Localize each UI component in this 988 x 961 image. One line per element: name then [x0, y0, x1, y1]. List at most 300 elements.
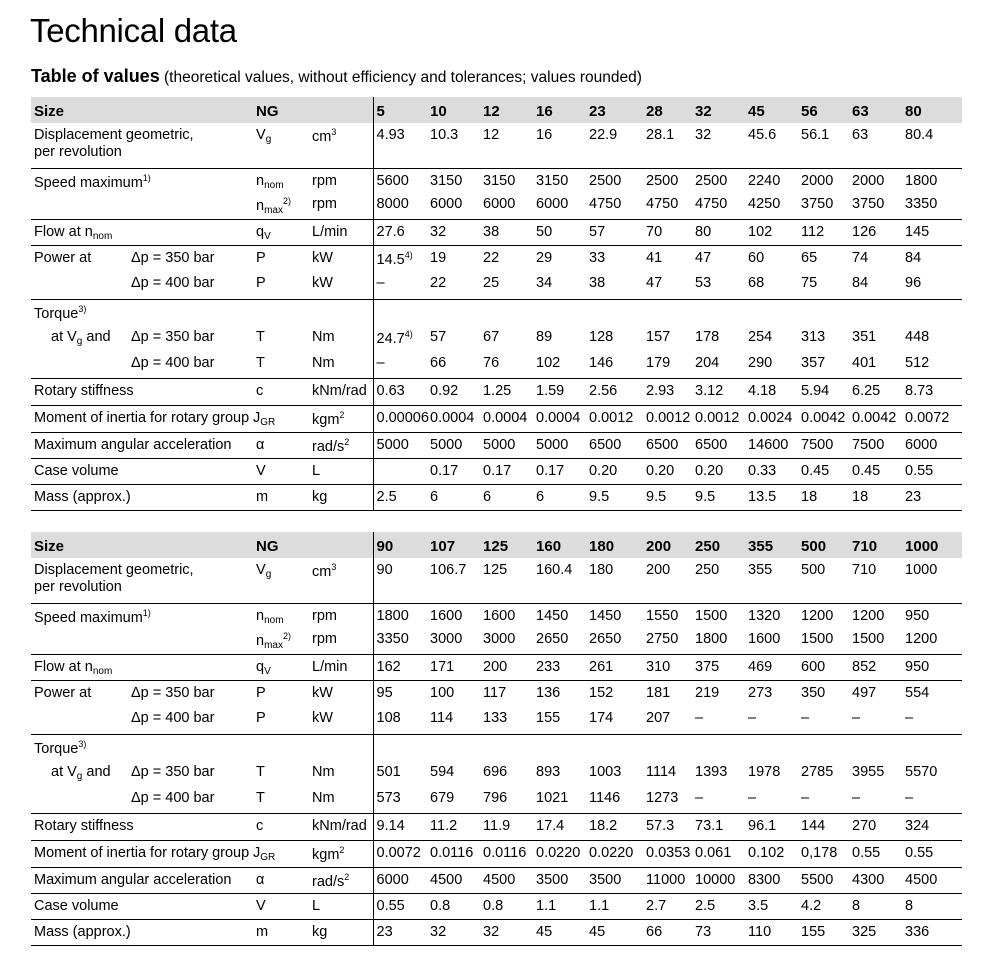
- power-400-row-value: 38: [589, 275, 606, 291]
- speed-nominal-row-value: 3150: [483, 172, 516, 189]
- torque-350-row-value: 5570: [905, 764, 938, 780]
- mass-row-cell: [533, 484, 586, 510]
- symbol-nmax-sub: max: [264, 640, 283, 651]
- power-400-row-cell: [480, 271, 533, 299]
- acceleration-row-cell: [692, 432, 745, 458]
- unit-cm: cm: [312, 564, 332, 580]
- param-symbol: [253, 168, 309, 192]
- stiffness-row-value: 11.9: [483, 817, 511, 834]
- torque-350-row-value: 24.7: [376, 331, 405, 347]
- mass-row-cell: [427, 919, 480, 945]
- displacement-row-value: 125: [483, 562, 508, 578]
- inertia-label: Moment of inertia for rotary group: [34, 409, 250, 426]
- torque-400-row-value: 512: [905, 355, 930, 371]
- mass-row-value: 13.5: [748, 488, 777, 505]
- symbol-m: m: [256, 923, 269, 940]
- case-volume-row-value: 0.55: [905, 462, 934, 479]
- power-350-row-cell: [745, 680, 798, 706]
- power-400-row-value: 68: [748, 275, 765, 291]
- torque-350-row-value: 3955: [852, 764, 885, 780]
- flow-row: [31, 654, 962, 680]
- flow-row-value: 950: [905, 658, 930, 675]
- unit-cm-sup: 3: [331, 562, 337, 572]
- param-label: [31, 867, 253, 893]
- mass-row-cell: [798, 484, 849, 510]
- param-condition: [128, 706, 253, 734]
- acceleration-row-cell: [849, 432, 902, 458]
- flow-row-value: 469: [748, 658, 773, 675]
- displacement-row-value: 32: [695, 127, 712, 143]
- torque-400-row-value: 679: [430, 790, 455, 806]
- power-350-row-value: 100: [430, 684, 455, 701]
- acceleration-row-value: 5000: [536, 436, 569, 453]
- speed-max-row-value: 1500: [801, 631, 834, 647]
- speed-max-row-cell: [643, 192, 692, 219]
- speed-nominal-row-cell: [798, 168, 849, 192]
- speed-nominal-row-value: 1450: [536, 607, 569, 624]
- empty-cell: [798, 299, 849, 325]
- size-number: 125: [483, 537, 509, 555]
- acceleration-row-value: 11000: [646, 871, 686, 888]
- acceleration-row-value: 4500: [430, 871, 463, 888]
- mass-row-value: 6: [536, 488, 545, 505]
- power-350-row-value: 65: [801, 249, 818, 266]
- speed-nominal-row-value: 2000: [852, 172, 885, 189]
- acceleration-row-cell: [373, 432, 427, 458]
- mass-row-cell: [902, 919, 962, 945]
- power-400-row-value: 155: [536, 710, 561, 726]
- power-350-row-cell: [798, 245, 849, 271]
- size-label-text: Size: [34, 537, 65, 555]
- stiffness-row-value: 73.1: [695, 817, 724, 834]
- torque-350-row-cell: [643, 760, 692, 786]
- case-volume-row-cell: [427, 458, 480, 484]
- flow-row-cell: [586, 654, 643, 680]
- torque-350-row-cell: [745, 325, 798, 351]
- symbol-q-sub: V: [264, 230, 271, 242]
- speed-nominal-row-value: 1550: [646, 607, 679, 624]
- size-number: 63: [852, 102, 869, 120]
- flow-label-sub: nom: [92, 230, 113, 242]
- param-symbol: [253, 245, 309, 271]
- speed-max-row-cell: [798, 627, 849, 654]
- speed-max-row-cell: [902, 192, 962, 219]
- power-350-row-cell: [586, 245, 643, 271]
- speed-nominal-row-cell: [745, 603, 798, 627]
- inertia-row-cell: [643, 840, 692, 867]
- power-350-row-value: 29: [536, 249, 553, 266]
- inertia-row-value: 0.0353: [646, 844, 691, 861]
- speed-max-row-cell: [692, 627, 745, 654]
- torque-400-row-value: 573: [376, 790, 401, 806]
- power-400-row-value: 207: [646, 710, 671, 726]
- acceleration-row-value: 3500: [589, 871, 622, 888]
- speed-max-row-value: 3350: [376, 631, 409, 647]
- torque-350-row-value: 313: [801, 329, 826, 345]
- param-unit: [309, 760, 373, 786]
- torque-400-row-cell: [586, 786, 643, 813]
- power-350-row-value: 273: [748, 684, 773, 701]
- empty-cell: [849, 299, 902, 325]
- flow-row-value: 162: [376, 658, 401, 675]
- stiffness-label: Rotary stiffness: [34, 382, 134, 399]
- mass-row-value: 325: [852, 923, 877, 940]
- torque-350-row-value: 448: [905, 329, 930, 345]
- flow-row-cell: [902, 219, 962, 245]
- flow-row-value: 80: [695, 223, 712, 240]
- power-400-row-value: 133: [483, 710, 508, 726]
- case-volume-label: Case volume: [34, 897, 119, 914]
- speed-nominal-row-value: 3150: [536, 172, 569, 189]
- power-350-row-cell: [427, 680, 480, 706]
- param-label: [31, 484, 253, 510]
- empty-cell: [692, 299, 745, 325]
- flow-row-value: 70: [646, 223, 663, 240]
- displacement-row-value: 250: [695, 562, 720, 578]
- param-unit: [309, 378, 373, 405]
- speed-max-row-value: 1500: [852, 631, 885, 647]
- flow-row-cell: [533, 654, 586, 680]
- size-value: [480, 97, 533, 123]
- speed-nominal-row-cell: [533, 168, 586, 192]
- power-400-row-cell: [745, 706, 798, 734]
- param-symbol: [253, 405, 309, 432]
- power-350-row-value: 47: [695, 249, 712, 266]
- stiffness-row-cell: [643, 813, 692, 840]
- symbol-n: n: [256, 633, 265, 649]
- empty-cell: [533, 299, 586, 325]
- ng-label-text: NG: [256, 102, 279, 120]
- speed-max-row-value: 2750: [646, 631, 679, 647]
- torque-350-row: [31, 760, 962, 786]
- empty-cell: [586, 299, 643, 325]
- symbol-v: V: [256, 462, 266, 479]
- speed-max-row-cell: [586, 192, 643, 219]
- param-symbol: [253, 867, 309, 893]
- inertia-row-cell: [533, 405, 586, 432]
- inertia-row-value: 0.55: [852, 844, 881, 861]
- symbol-p: P: [256, 249, 266, 266]
- at-vg-sub: g: [76, 336, 83, 347]
- inertia-row-cell: [373, 840, 427, 867]
- case-volume-row-value: 1.1: [536, 897, 557, 914]
- size-number: 32: [695, 102, 712, 120]
- acceleration-row-cell: [643, 867, 692, 893]
- power-350-row: [31, 245, 962, 271]
- power-400-row-cell: [902, 706, 962, 734]
- flow-row-cell: [692, 219, 745, 245]
- power-350-row-value: 350: [801, 684, 826, 701]
- param-symbol: [253, 351, 309, 378]
- case-volume-row-cell: [692, 893, 745, 919]
- case-volume-row-cell: [902, 458, 962, 484]
- param-unit: [309, 786, 373, 813]
- displacement-row-cell: [586, 558, 643, 603]
- inertia-row-value: 0.0012: [646, 409, 691, 426]
- size-number: 200: [646, 537, 672, 555]
- size-number: 180: [589, 537, 615, 555]
- mass-label: Mass (approx.): [34, 488, 131, 505]
- symbol-j: J: [253, 409, 261, 426]
- param-unit: [309, 192, 373, 219]
- torque-400-row-value: 204: [695, 355, 720, 371]
- displacement-row-value: 90: [376, 562, 393, 578]
- flow-row-cell: [849, 219, 902, 245]
- displacement-row-cell: [533, 558, 586, 603]
- speed-nominal-row-cell: [798, 603, 849, 627]
- power-400-row-value: –: [905, 710, 914, 726]
- torque-400-row-cell: [692, 786, 745, 813]
- torque-400-row-cell: [480, 351, 533, 378]
- torque-350-row-cell: [798, 325, 849, 351]
- case-volume-row-value: 0.20: [646, 462, 675, 479]
- case-volume-row-value: 4.2: [801, 897, 822, 914]
- flow-row-value: 171: [430, 658, 455, 675]
- param-unit: [309, 168, 373, 192]
- size-number: 45: [748, 102, 765, 120]
- param-symbol: [253, 378, 309, 405]
- power-350-row-cell: [533, 680, 586, 706]
- speed-nominal-row-value: 2500: [646, 172, 679, 189]
- unit-rpm: rpm: [312, 631, 337, 647]
- displacement-row-cell: [533, 123, 586, 168]
- param-label: [31, 813, 253, 840]
- torque-400-row-value: 1146: [589, 790, 621, 806]
- param-condition: [128, 680, 253, 706]
- case-volume-row-value: 0.45: [801, 462, 830, 479]
- acceleration-row-cell: [480, 432, 533, 458]
- symbol-n-sub: nom: [264, 179, 284, 191]
- speed-nominal-row-cell: [373, 603, 427, 627]
- mass-row-cell: [480, 484, 533, 510]
- power-350-row-value: 19: [430, 249, 447, 266]
- param-unit: [309, 603, 373, 627]
- speed-max-row-value: 4750: [695, 196, 728, 212]
- power-350-row-cell: [643, 245, 692, 271]
- dp-350-label: Δp = 350 bar: [131, 684, 215, 701]
- case-volume-row-value: 0.17: [536, 462, 565, 479]
- inertia-row-value: 0.0116: [483, 844, 527, 861]
- speed-max-row-cell: [902, 627, 962, 654]
- acceleration-row-value: 5000: [376, 436, 409, 453]
- dp-400-label: Δp = 400 bar: [131, 275, 215, 291]
- flow-row-value: 200: [483, 658, 508, 675]
- param-unit: [309, 123, 373, 168]
- param-label: [31, 840, 253, 867]
- size-number: 710: [852, 537, 878, 555]
- dp-400-label: Δp = 400 bar: [131, 790, 215, 806]
- stiffness-row-cell: [586, 378, 643, 405]
- power-350-row-cell: [480, 245, 533, 271]
- param-label: [31, 219, 253, 245]
- torque-400-row-cell: [902, 351, 962, 378]
- empty-cell: [745, 734, 798, 760]
- param-label: [31, 760, 128, 786]
- torque-350-row-cell: [533, 325, 586, 351]
- inertia-row-cell: [902, 405, 962, 432]
- param-symbol: [253, 432, 309, 458]
- page-title: Technical data: [30, 12, 237, 49]
- power-400-row-value: –: [852, 710, 861, 726]
- speed-max-row-value: 8000: [376, 196, 409, 212]
- size-value: [692, 532, 745, 558]
- displacement-row: [31, 558, 962, 603]
- stiffness-row-value: 324: [905, 817, 930, 834]
- acceleration-row-value: 7500: [852, 436, 885, 453]
- size-number: 160: [536, 537, 562, 555]
- acceleration-row: [31, 867, 962, 893]
- param-symbol: [253, 123, 309, 168]
- unit-kw: kW: [312, 710, 333, 726]
- footnote-1: 1): [142, 172, 151, 183]
- flow-row-value: 102: [748, 223, 773, 240]
- inertia-row-cell: [480, 840, 533, 867]
- footnote-4: 4): [404, 249, 413, 260]
- mass-row-cell: [586, 919, 643, 945]
- power-350-row-cell: [849, 245, 902, 271]
- inertia-row-value: 0.0012: [695, 409, 740, 426]
- size-value: [849, 97, 902, 123]
- empty-cell: [643, 299, 692, 325]
- mass-row-value: 9.5: [646, 488, 667, 505]
- torque-350-row-cell: [373, 325, 427, 351]
- torque-350-row-cell: [427, 760, 480, 786]
- torque-350-row-value: 1003: [589, 764, 622, 780]
- power-350-row-value: 22: [483, 249, 500, 266]
- speed-nominal-row-cell: [586, 168, 643, 192]
- displacement-row-value: 180: [589, 562, 614, 578]
- displacement-row-value: 500: [801, 562, 826, 578]
- inertia-row-value: 0.0004: [536, 409, 581, 426]
- symbol-n: n: [256, 607, 265, 624]
- flow-row-value: 32: [430, 223, 447, 240]
- flow-row-value: 233: [536, 658, 561, 675]
- displacement-row-value: 28.1: [646, 127, 675, 143]
- acceleration-row-value: 6500: [589, 436, 622, 453]
- empty-cell: [902, 299, 962, 325]
- inertia-row-cell: [643, 405, 692, 432]
- inertia-row-cell: [586, 405, 643, 432]
- size-number: 355: [748, 537, 774, 555]
- unit-kgm: kgm: [312, 411, 340, 428]
- power-350-row: [31, 680, 962, 706]
- case-volume-row-cell: [902, 893, 962, 919]
- torque-400-row-cell: [745, 786, 798, 813]
- speed-nominal-row-cell: [373, 168, 427, 192]
- stiffness-row-value: 96.1: [748, 817, 777, 834]
- param-unit: [309, 351, 373, 378]
- displacement-label: Displacement geometric,: [34, 127, 194, 143]
- param-label: [31, 192, 253, 219]
- size-value: [586, 532, 643, 558]
- power-350-row-value: 95: [376, 684, 393, 701]
- torque-400-row-cell: [692, 351, 745, 378]
- displacement-row-cell: [586, 123, 643, 168]
- torque-350-row: [31, 325, 962, 351]
- flow-row-cell: [480, 219, 533, 245]
- footnote-1: 1): [142, 607, 151, 618]
- speed-max-row-cell: [427, 627, 480, 654]
- mass-row-cell: [692, 919, 745, 945]
- stiffness-row-cell: [902, 378, 962, 405]
- speed-max-row: [31, 192, 962, 219]
- power-400-row-cell: [427, 706, 480, 734]
- symbol-v: V: [256, 127, 266, 143]
- symbol-c: c: [256, 817, 264, 834]
- stiffness-row-cell: [533, 813, 586, 840]
- unit-rads-sup: 2: [344, 871, 350, 882]
- flow-label: Flow at n: [34, 658, 93, 675]
- acceleration-row-value: 10000: [695, 871, 736, 888]
- param-label: [31, 603, 253, 627]
- torque-350-row-cell: [643, 325, 692, 351]
- unit-kw: kW: [312, 275, 333, 291]
- stiffness-row-value: 0.63: [376, 382, 405, 399]
- footnote-4: 4): [404, 329, 413, 339]
- flow-row-value: 261: [589, 658, 614, 675]
- mass-row-cell: [745, 919, 798, 945]
- speed-max-row-value: 1800: [695, 631, 728, 647]
- unit-l: L: [312, 897, 321, 914]
- torque-label-text: Torque: [34, 740, 79, 757]
- size-number: 16: [536, 102, 553, 120]
- displacement-row-cell: [373, 558, 427, 603]
- speed-max-row-cell: [586, 627, 643, 654]
- displacement-row-cell: [692, 123, 745, 168]
- speed-nominal-row-value: 2240: [748, 172, 781, 189]
- case-volume-row-value: 8: [905, 897, 914, 914]
- displacement-row-cell: [643, 123, 692, 168]
- power-400-row-value: 96: [905, 275, 922, 291]
- stiffness-row-cell: [692, 813, 745, 840]
- footnote-3: 3): [78, 738, 87, 749]
- symbol-t: T: [256, 355, 265, 371]
- inertia-row-value: 0.0072: [905, 409, 950, 426]
- torque-400-row-value: 76: [483, 355, 500, 371]
- footnote-2: 2): [283, 631, 292, 641]
- power-400-row-cell: [643, 271, 692, 299]
- torque-400-row-value: –: [748, 790, 757, 806]
- unit-kgm-sup: 2: [339, 844, 345, 855]
- stiffness-row-value: 0.92: [430, 382, 459, 399]
- flow-row-value: 50: [536, 223, 553, 240]
- speed-max-row-cell: [373, 627, 427, 654]
- acceleration-label: Maximum angular acceleration: [34, 436, 232, 453]
- param-label: [31, 654, 253, 680]
- speed-nominal-row-cell: [480, 168, 533, 192]
- flow-row-cell: [533, 219, 586, 245]
- unit-nm: Nm: [312, 764, 335, 780]
- case-volume-row-value: 2.5: [695, 897, 716, 914]
- mass-row-value: 45: [536, 923, 553, 940]
- size-number: 12: [483, 102, 500, 120]
- inertia-row-cell: [745, 405, 798, 432]
- symbol-v: V: [256, 897, 266, 914]
- speed-nominal-row-cell: [692, 603, 745, 627]
- case-volume-row-cell: [643, 893, 692, 919]
- stiffness-row-cell: [480, 378, 533, 405]
- speed-nominal-row-cell: [533, 603, 586, 627]
- symbol-t: T: [256, 790, 265, 806]
- acceleration-row-value: 5000: [430, 436, 463, 453]
- torque-400-row-cell: [849, 351, 902, 378]
- torque-label-text: Torque: [34, 305, 79, 322]
- mass-row-cell: [692, 484, 745, 510]
- unit-cm: cm: [312, 129, 332, 145]
- stiffness-row-cell: [849, 378, 902, 405]
- flow-row: [31, 219, 962, 245]
- torque-400-row-cell: [586, 351, 643, 378]
